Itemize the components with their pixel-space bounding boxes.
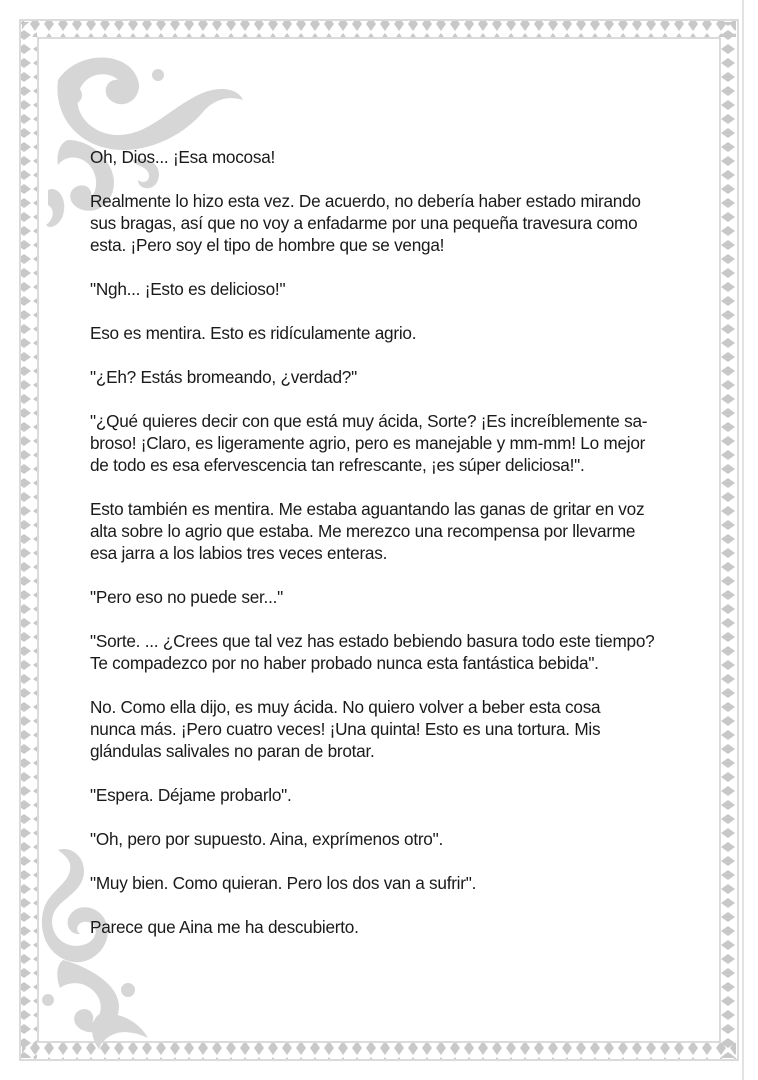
paragraph: "¿Qué quieres decir con que está muy ácida, Sorte? ¡Es increíblemente sa- broso! ¡Claro, es ligeramente agrio, pero es manejable y mm-mm! Lo mejor de todo es esa efervescencia tan refrescante, ¡es súper deliciosa!". xyxy=(90,411,648,475)
paragraph: Oh, Dios... ¡Esa mocosa! xyxy=(90,147,276,167)
paragraph: Realmente lo hizo esta vez. De acuerdo, no debería haber estado mirando sus bragas, así que no voy a enfadarme por una pequeña travesura como esta. ¡Pero soy el tipo de hombre que se venga! xyxy=(90,191,641,255)
paragraph: "Ngh... ¡Esto es delicioso!" xyxy=(90,279,286,299)
paragraph: "Muy bien. Como quieran. Pero los dos van a sufrir". xyxy=(90,873,477,893)
paragraph: Parece que Aina me ha descubierto. xyxy=(90,917,359,937)
paragraph: "Espera. Déjame probarlo". xyxy=(90,785,292,805)
paragraph: No. Como ella dijo, es muy ácida. No quiero volver a beber esta cosa nunca más. ¡Pero cuatro veces! ¡Una quinta! Esto es una tortura. Mis glándulas salivales no paran de brotar. xyxy=(90,697,601,761)
paragraph: Eso es mentira. Esto es ridículamente agrio. xyxy=(90,323,417,343)
paragraph: Esto también es mentira. Me estaba aguantando las ganas de gritar en voz alta sobre lo agrio que estaba. Me merezco una recompensa por llevarme esa jarra a los labios tres veces enteras. xyxy=(90,499,645,563)
chapter-text xyxy=(90,146,675,960)
paragraph: "Sorte. ... ¿Crees que tal vez has estado bebiendo basura todo este tiempo? Te compadezco por no haber probado nunca esta fantástica bebida". xyxy=(90,631,655,673)
paragraph: "¿Eh? Estás bromeando, ¿verdad?" xyxy=(90,367,357,387)
paragraph: "Oh, pero por supuesto. Aina, exprímenos otro". xyxy=(90,829,443,849)
paragraph: "Pero eso no puede ser..." xyxy=(90,587,283,607)
